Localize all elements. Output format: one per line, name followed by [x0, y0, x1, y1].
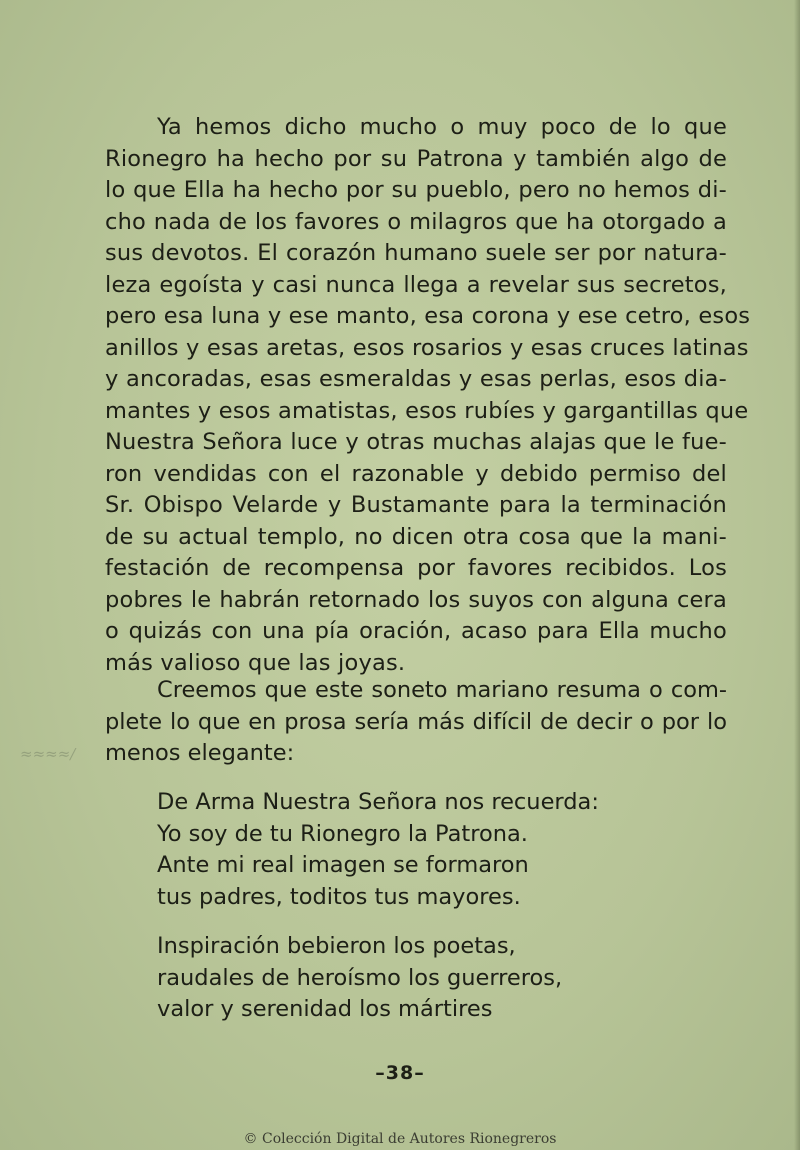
paragraph-2-line: menos elegante: [105, 740, 295, 766]
paragraph-1-line: y ancoradas, esas esmeraldas y esas perlas, esos dia- [105, 366, 727, 392]
paragraph-1-line: leza egoísta y casi nunca llega a revelar sus secretos, [105, 271, 727, 298]
paragraph-1-line: lo que Ella ha hecho por su pueblo, pero no hemos di- [105, 177, 727, 203]
paragraph-1-line: más valioso que las joyas. [105, 649, 406, 676]
sonnet-stanza-1 [157, 787, 677, 913]
verse-line: Ante mi real imagen se formaron [157, 852, 529, 878]
verse-line: tus padres, toditos tus mayores. [157, 883, 521, 910]
paragraph-2-line: plete lo que en prosa sería más difícil de decir o por lo [105, 708, 727, 735]
paragraph-1-line: anillos y esas aretas, esos rosarios y esas cruces latinas [105, 334, 749, 361]
paragraph-1-line: pero esa luna y ese manto, esa corona y ese cetro, esos [105, 303, 751, 329]
verse-line: valor y serenidad los mártires [157, 996, 493, 1022]
paragraph-1-line: festación de recompensa por favores recibidos. Los [105, 555, 727, 581]
paragraph-1-line: mantes y esos amatistas, esos rubíes y gargantillas que [105, 397, 749, 424]
paragraph-1 [105, 112, 751, 679]
paragraph-1-line: Sr. Obispo Velarde y Bustamante para la terminación [105, 492, 727, 518]
paragraph-1-line: cho nada de los favores o milagros que ha otorgado a [105, 208, 727, 235]
paragraph-1-line: Rionegro ha hecho por su Patrona y también algo de [105, 145, 727, 172]
paragraph-2 [105, 675, 727, 770]
paragraph-2-line: Creemos que este soneto mariano resuma o com- [157, 677, 727, 703]
paragraph-1-line: sus devotos. El corazón humano suele ser por natura- [105, 240, 727, 266]
page-edge-shadow [794, 0, 800, 1150]
paragraph-1-line: o quizás con una pía oración, acaso para Ella mucho [105, 618, 727, 644]
verse-line: De Arma Nuestra Señora nos recuerda: [157, 789, 599, 815]
paragraph-1-line: Nuestra Señora luce y otras muchas alajas que le fue- [105, 429, 727, 455]
verse-line: raudales de heroísmo los guerreros, [157, 964, 563, 991]
verse-line: Yo soy de tu Rionegro la Patrona. [157, 820, 528, 847]
page-number: –38– [375, 1062, 425, 1084]
verse-line: Inspiración bebieron los poetas, [157, 933, 516, 959]
paragraph-1-line: ron vendidas con el razonable y debido permiso del [105, 460, 727, 487]
paragraph-1-line: de su actual templo, no dicen otra cosa que la mani- [105, 523, 727, 550]
sonnet-stanza-2 [157, 931, 677, 1026]
sonnet [157, 787, 677, 1026]
paragraph-1-line: Ya hemos dicho mucho o muy poco de lo que [157, 114, 727, 140]
paragraph-1-line: pobres le habrán retornado los suyos con alguna cera [105, 586, 727, 613]
collection-footer: © Colección Digital de Autores Rionegreros [243, 1131, 557, 1147]
margin-handwriting-mark: ≈≈≈≈/ [20, 745, 76, 763]
